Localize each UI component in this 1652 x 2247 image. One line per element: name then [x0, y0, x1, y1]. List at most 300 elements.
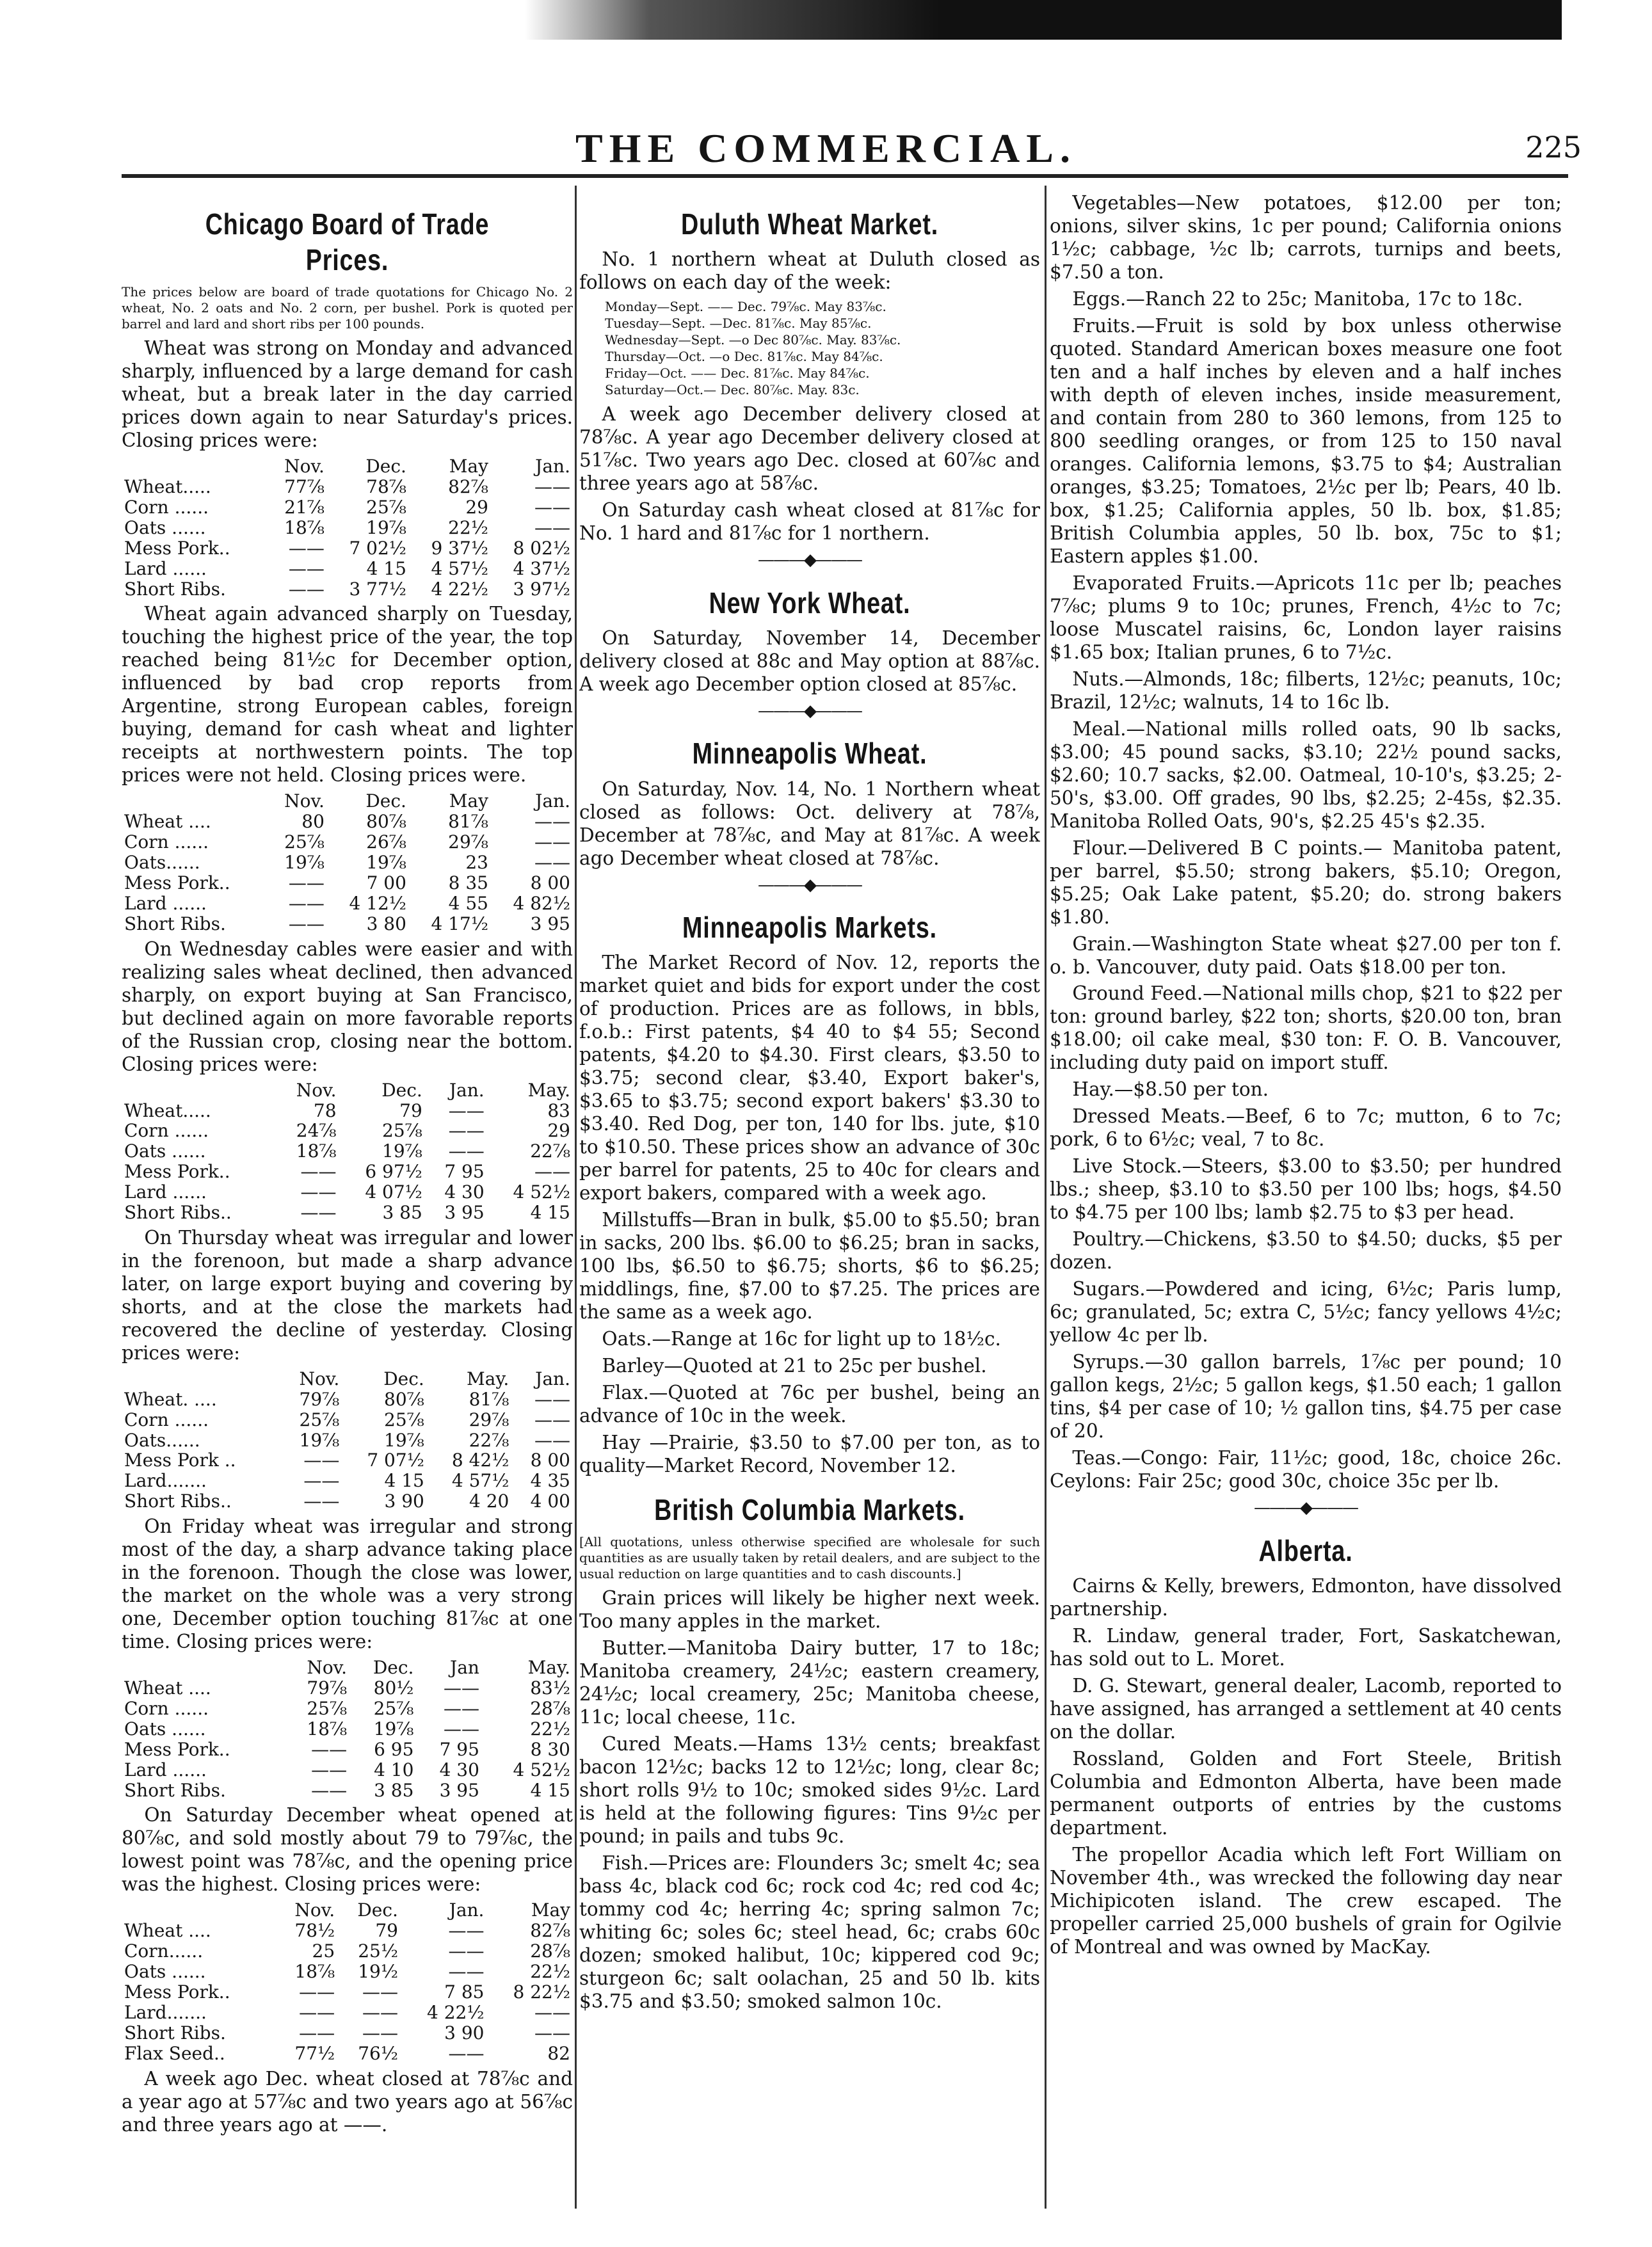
table-cell: —— — [534, 496, 570, 518]
table-cell: 25½ — [358, 1940, 398, 1962]
paragraph: The propellor Acadia which left Fort William on November 4th., was wrecked the following day near Michipicoten island. The crew escaped. The propeller carried 25,000 bushels of grain for Ogilvie of Montreal and was owned by MacKay. — [1050, 1843, 1562, 1958]
paragraph: Flour.—Delivered B C points.— Manitoba patent, per barrel, $5.50; strong bakers, $5.10; Oregon, $5.25; Oak Lake patent, $5.20; do. strong bakers $1.80. — [1050, 836, 1562, 928]
column-header: May. — [527, 1657, 570, 1679]
paragraph: Grain.—Washington State wheat $27.00 per ton f. o. b. Vancouver, duty paid. Oats $18.00 per ton. — [1050, 932, 1562, 978]
page-number: 225 — [1525, 130, 1582, 164]
table-cell: 19⅞ — [366, 852, 406, 874]
table-row — [122, 1389, 573, 1410]
table-cell: 80⅞ — [366, 811, 406, 833]
table-cell: 19½ — [358, 1961, 398, 1983]
column-header: Jan. — [535, 456, 570, 477]
masthead — [0, 125, 1652, 170]
paragraph: Millstuffs—Bran in bulk, $5.00 to $5.50; bran in sacks, 200 lbs. $6.00 to $6.25; bran in sacks, 100 lbs, $6.50 to $6.75; shorts, $6 to $6.25; middlings, fine, $7.00 to $7.25. The prices are the same as a week ago. — [579, 1209, 1040, 1323]
table-row — [122, 893, 573, 914]
column-header: Jan — [449, 1657, 479, 1679]
table-cell: 4 37½ — [513, 557, 570, 579]
table-cell: 18⅞ — [284, 516, 325, 538]
column-header: May. — [466, 1368, 509, 1389]
table-row — [122, 1699, 573, 1719]
table-cell: —— — [288, 578, 325, 600]
paragraph: No. 1 northern wheat at Duluth closed as follows on each day of the week: — [579, 248, 1040, 294]
table-cell: —— — [448, 1120, 485, 1142]
table-row — [122, 1121, 573, 1141]
table-cell: 22⅞ — [530, 1140, 570, 1162]
section-heading: Duluth Wheat Market. — [680, 207, 939, 241]
table-cell: 4 57½ — [431, 557, 488, 579]
column-divider — [1045, 186, 1047, 2209]
table-row — [122, 518, 573, 538]
table-cell: Mess Pork.. — [124, 1161, 230, 1183]
paragraph: Evaporated Fruits.—Apricots 11c per lb; peaches 7⅞c; plums 9 to 10c; prunes, French, 4½c to 7c; loose Muscatel raisins, 6c, London layer raisins $1.65 box; Italian prunes, 6 to 7½c. — [1050, 572, 1562, 663]
table-header-row — [122, 1658, 573, 1678]
table-cell: Wheat .... — [124, 1677, 211, 1699]
table-cell: Oats ...... — [124, 1140, 206, 1162]
table-cell: 82⅞ — [530, 1920, 570, 1942]
table-cell: 23 — [465, 852, 488, 874]
paragraph: The Market Record of Nov. 12, reports the market quiet and bids for export under the cost of production. Prices are as follows, in bbls, f.o.b.: First patents, $4 40 to $4 55; Second patents, $4.20 to $4.30. First clears, $3.50 to $3.75; second clear, $3.40, Export baker's, $3.65 to $3.75; second export bakers' $3.30 to $3.40. Red Dog, per ton, 140 for lbs. jute, $10 to $10.50. These prices show an advance of 30c per barrel for patents, 25 to 40c for clears and export bakers, compared with a week ago. — [579, 952, 1040, 1204]
table-cell: Short Ribs. — [124, 913, 226, 934]
section-heading: New York Wheat. — [709, 586, 911, 620]
column-header: Nov. — [299, 1368, 340, 1389]
paragraph: On Saturday December wheat opened at 80⅞c, and sold mostly about 79 to 79⅞c, the lowest point was 78⅞c, and the opening price was the highest. Closing prices were: — [122, 1804, 573, 1896]
column-divider — [575, 186, 577, 2209]
table-cell: 77⅞ — [284, 476, 325, 498]
table-cell: 3 95 — [439, 1779, 479, 1801]
table-cell: —— — [448, 1940, 485, 1962]
table-header-row — [122, 456, 573, 477]
paragraph: Live Stock.—Steers, $3.00 to $3.50; per hundred lbs.; sheep, $3.10 to $3.50 per 100 lbs; hogs, $4.50 to $4.75 per 100 lbs; lamb $2.75 to $3 per head. — [1050, 1155, 1562, 1224]
table-cell: 4 22½ — [426, 2001, 485, 2023]
table-cell: Oats ...... — [124, 1961, 206, 1983]
column-header: Dec. — [357, 1899, 398, 1921]
paragraph: Hay —Prairie, $3.50 to $7.00 per ton, as to quality—Market Record, November 12. — [579, 1432, 1040, 1477]
paragraph: Teas.—Congo: Fair, 11½c; good, 18c, choice 26c. Ceylons: Fair 25c; good 30c, choice 35c per lb. — [1050, 1447, 1562, 1492]
duluth-daily-list — [605, 298, 1040, 398]
table-cell: Wheat..... — [124, 476, 211, 498]
table-row — [122, 497, 573, 518]
table-cell: Wheat .... — [124, 811, 211, 833]
table-cell: 29⅞ — [469, 1409, 509, 1430]
table-row — [122, 1760, 573, 1780]
column-2 — [579, 192, 1040, 2228]
paragraph: Nuts.—Almonds, 18c; filberts, 12½c; peanuts, 10c; Brazil, 12½c; walnuts, 14 to 16c lb. — [1050, 668, 1562, 713]
table-row — [122, 1203, 573, 1223]
header-rule — [122, 174, 1568, 178]
table-cell: 9 37½ — [431, 537, 488, 559]
table-cell: 19⅞ — [366, 516, 406, 538]
table-cell: —— — [448, 2042, 485, 2064]
table-row — [122, 1101, 573, 1121]
table-cell: 18⅞ — [294, 1961, 335, 1983]
table-row — [122, 1450, 573, 1471]
price-table — [122, 1369, 573, 1512]
table-cell: 3 80 — [366, 913, 406, 934]
section-heading: Alberta. — [1258, 1533, 1353, 1567]
price-table — [122, 456, 573, 599]
table-row — [122, 1471, 573, 1491]
table-cell: Wheat..... — [124, 1100, 211, 1121]
table-row — [122, 1678, 573, 1699]
table-cell: 78 — [313, 1100, 337, 1121]
table-cell: —— — [534, 1429, 570, 1451]
section-heading: Minneapolis Markets. — [682, 911, 937, 945]
table-cell: 4 12½ — [349, 892, 406, 914]
table-cell: Mess Pork.. — [124, 537, 230, 559]
column-header: Jan. — [449, 1079, 485, 1101]
table-cell: 78⅞ — [366, 476, 406, 498]
table-cell: Wheat. .... — [124, 1388, 217, 1410]
table-cell: 7 02½ — [349, 537, 406, 559]
table-cell: —— — [534, 476, 570, 498]
paragraph: Meal.—National mills rolled oats, 90 lb sacks, $3.00; 45 pound sacks, $3.10; 22½ pound sacks, $2.60; 10.7 sacks, $2.00. Oatmeal, 10-10's, $3.25; 2-50's, $3.00. Off grades, 90 lbs, $2.25; 2-45s, $2.35. Manitoba Rolled Oats, 90's, $2.25 45's $2.35. — [1050, 717, 1562, 832]
list-item: Tuesday—Sept. —Dec. 81⅞c. May 85⅞c. — [605, 316, 872, 332]
paragraph: R. Lindaw, general trader, Fort, Saskatchewan, has sold out to L. Moret. — [1050, 1624, 1562, 1670]
table-row — [122, 1962, 573, 1982]
table-cell: 3 85 — [382, 1202, 422, 1224]
table-cell: 7 00 — [366, 872, 406, 893]
paragraph: On Friday wheat was irregular and strong most of the day, a sharp advance taking place in the forenoon. Though the close was lower, the market on the whole was a very strong one, December option touching 81⅞c at one time. Closing prices were: — [122, 1515, 573, 1653]
table-cell: 8 02½ — [513, 537, 570, 559]
table-cell: 81⅞ — [469, 1388, 509, 1410]
column-header: Jan. — [535, 790, 570, 812]
paragraph: Eggs.—Ranch 22 to 25c; Manitoba, 17c to 18c. — [1072, 287, 1523, 310]
table-cell: Corn ...... — [124, 1409, 209, 1430]
table-cell: 29 — [465, 496, 488, 518]
table-cell: —— — [303, 1470, 340, 1492]
section-note: The prices below are board of trade quotations for Chicago No. 2 wheat, No. 2 oats and No. 2 corn, per bushel. Pork is quoted per barrel and lard and short ribs per 100 pounds. — [122, 284, 573, 332]
column-header: May — [531, 1899, 570, 1921]
table-cell: 3 77½ — [349, 578, 406, 600]
price-table — [122, 1080, 573, 1223]
table-cell: Corn ...... — [124, 831, 209, 853]
table-cell: Short Ribs. — [124, 578, 226, 600]
column-header — [122, 1369, 280, 1389]
table-cell: 4 15 — [384, 1470, 424, 1492]
table-cell: 25⅞ — [307, 1697, 348, 1719]
column-header: Dec. — [365, 790, 406, 812]
table-cell: 18⅞ — [307, 1718, 348, 1739]
table-cell: —— — [311, 1738, 348, 1760]
column-header: Nov. — [284, 790, 325, 812]
paragraph: Cured Meats.—Hams 13½ cents; breakfast bacon 12½c; backs 12 to 12½c; long, clear 8c; short rolls 9½ to 10c; smoked sides 9½c. Lard is held at the following figures: Tins 9½c per pound; in pails and tubs 9c. — [579, 1733, 1040, 1847]
table-cell: 6 95 — [374, 1738, 414, 1760]
paragraph: Butter.—Manitoba Dairy butter, 17 to 18c; Manitoba creamery, 24½c; eastern creamery, 24½c; local creamery, 25c; Manitoba cheese, 11c; local cheese, 11c. — [579, 1637, 1040, 1729]
price-table — [122, 1658, 573, 1800]
price-table — [122, 1900, 573, 2063]
table-row — [122, 559, 573, 579]
table-row — [122, 914, 573, 934]
table-cell: 8 35 — [448, 872, 488, 893]
table-cell: Lard ...... — [124, 1181, 207, 1203]
table-row — [122, 2003, 573, 2023]
table-cell: —— — [534, 811, 570, 833]
table-cell: Corn ...... — [124, 1120, 209, 1142]
table-header-row — [122, 1369, 573, 1389]
table-cell: —— — [448, 1140, 485, 1162]
table-cell: Oats ...... — [124, 1718, 206, 1739]
table-row — [122, 1430, 573, 1451]
table-row — [122, 1410, 573, 1430]
table-cell: 83 — [547, 1100, 570, 1121]
table-cell: —— — [362, 2022, 398, 2043]
table-cell: 19⅞ — [373, 1718, 414, 1739]
paragraph: Barley—Quoted at 21 to 25c per bushel. — [602, 1355, 987, 1377]
table-cell: 21⅞ — [284, 496, 325, 518]
table-cell: —— — [288, 872, 325, 893]
table-cell: Wheat .... — [124, 1920, 211, 1942]
paragraph: Wheat again advanced sharply on Tuesday, touching the highest price of the year, the top reached being 81½c for December option, influenced by bad crop reports from Argentine, strong European cables, foreign buying, demand for cash wheat and lighter receipts at northwestern points. The top prices were not held. Closing prices were. — [122, 603, 573, 787]
column-header — [122, 1080, 277, 1101]
table-cell: Lard....... — [124, 1470, 207, 1492]
paragraph: On Saturday, November 14, December delivery closed at 88c and May option at 88⅞c. A week ago December option closed at 85⅞c. — [579, 627, 1040, 695]
paragraph: A week ago Dec. wheat closed at 78⅞c and a year ago at 57⅞c and two years ago at 56⅞c and three years ago at ——. — [122, 2067, 573, 2136]
list-item: Monday—Sept. —— Dec. 79⅞c. May 83⅞c. — [605, 299, 886, 315]
table-cell: Mess Pork.. — [124, 872, 230, 893]
table-cell: 8 42½ — [451, 1450, 509, 1471]
table-row — [122, 579, 573, 600]
table-cell: Lard ...... — [124, 1759, 207, 1780]
table-cell: Oats...... — [124, 1429, 200, 1451]
table-cell: 4 15 — [366, 557, 406, 579]
table-cell: 22½ — [530, 1718, 570, 1739]
table-cell: 4 82½ — [513, 892, 570, 914]
table-header-row — [122, 1080, 573, 1101]
table-cell: —— — [288, 557, 325, 579]
section-note: [All quotations, unless otherwise specified are wholesale for such quantities as are usually taken by retail dealers, and are subject to the usual reduction on large quantities and to cash discounts.] — [579, 1534, 1040, 1582]
paragraph: Syrups.—30 gallon barrels, 1⅞c per pound; 10 gallon kegs, 2½c; 5 gallon kegs, $1.50 each; 1 gallon tins, $4 per case of 10; ½ gallon tins, $4.75 per case of 20. — [1050, 1351, 1562, 1443]
table-cell: 4 00 — [530, 1491, 570, 1512]
table-cell: —— — [288, 913, 325, 934]
table-cell: 24⅞ — [296, 1120, 337, 1142]
column-header — [122, 1900, 275, 1921]
list-item: Friday—Oct. —— Dec. 81⅞c. May 84⅞c. — [605, 365, 870, 381]
table-cell: 4 35 — [530, 1470, 570, 1492]
paragraph: Fruits.—Fruit is sold by box unless otherwise quoted. Standard American boxes measure one foot ten and a half inches by eleven and a half inches with depth of eleven inches, inside measurement, and contain from 280 to 360 lemons, from 125 to 800 seedling oranges, or from 125 to 150 naval oranges. California lemons, $3.75 to $4; Australian oranges, $3.25; Tomatoes, 2½c per lb; Pears, 40 lb. box, $1.25; California apples, 50 lb. box, $1.85; British Columbia apples, 50 lb. box, 75c to $1; Eastern apples $1.00. — [1050, 314, 1562, 567]
table-cell: Corn...... — [124, 1940, 204, 1962]
table-cell: 4 17½ — [431, 913, 488, 934]
table-cell: 4 15 — [530, 1202, 570, 1224]
table-cell: —— — [288, 537, 325, 559]
section-heading: British Columbia Markets. — [654, 1493, 965, 1527]
table-cell: 79 — [399, 1100, 422, 1121]
table-cell: Short Ribs. — [124, 1779, 226, 1801]
column-header: Dec. — [373, 1657, 414, 1679]
paragraph: Hay.—$8.50 per ton. — [1072, 1078, 1269, 1101]
table-cell: —— — [362, 1981, 398, 2003]
table-cell: —— — [443, 1718, 479, 1739]
table-cell: 4 52½ — [513, 1181, 570, 1203]
paragraph: Wheat was strong on Monday and advanced sharply, influenced by a large demand for cash wheat, but a break later in the day carried prices down again to near Saturday's prices. Closing prices were: — [122, 337, 573, 452]
table-cell: 28⅞ — [530, 1940, 570, 1962]
table-cell: —— — [448, 1920, 485, 1942]
table-row — [122, 538, 573, 559]
table-cell: 4 20 — [469, 1491, 509, 1512]
table-cell: —— — [362, 2001, 398, 2023]
table-cell: 19⅞ — [382, 1140, 422, 1162]
table-cell: 28⅞ — [530, 1697, 570, 1719]
paragraph: Ground Feed.—National mills chop, $21 to $22 per ton: ground barley, $22 ton; shorts, $20.00 ton, bran $18.00; oil cake meal, $30 ton: F. O. B. Vancouver, including duty paid on import stuff. — [1050, 982, 1562, 1074]
table-row — [122, 1182, 573, 1203]
top-scan-edge — [525, 0, 1562, 40]
table-cell: 22½ — [448, 516, 488, 538]
table-row — [122, 873, 573, 893]
table-cell: 3 95 — [530, 913, 570, 934]
table-cell: 7 95 — [439, 1738, 479, 1760]
table-cell: 82 — [547, 2042, 570, 2064]
table-cell: 80⅞ — [384, 1388, 424, 1410]
paragraph: Sugars.—Powdered and icing, 6½c; Paris lump, 6c; granulated, 5c; extra C, 5½c; fancy yellows 4½c; yellow 4c per lb. — [1050, 1278, 1562, 1347]
price-table — [122, 791, 573, 934]
table-cell: 4 07½ — [365, 1181, 422, 1203]
paragraph: Grain prices will likely be higher next week. Too many apples in the market. — [579, 1587, 1040, 1633]
table-cell: —— — [534, 2001, 570, 2023]
table-cell: —— — [443, 1697, 479, 1719]
section-heading: Minneapolis Wheat. — [692, 737, 927, 771]
column-header: Jan. — [535, 1368, 570, 1389]
table-cell: Lard....... — [124, 2001, 207, 2023]
table-cell: 18⅞ — [296, 1140, 337, 1162]
table-cell: —— — [311, 1779, 348, 1801]
table-cell: Corn ...... — [124, 496, 209, 518]
table-cell: —— — [534, 2022, 570, 2043]
table-cell: 25⅞ — [299, 1409, 340, 1430]
paragraph: On Thursday wheat was irregular and lower in the forenoon, but made a sharp advance later, on large export buying and covering by shorts, and at the close the markets had recovered the decline of yesterday. Closing prices were: — [122, 1226, 573, 1364]
table-cell: 3 90 — [384, 1491, 424, 1512]
table-cell: 26⅞ — [366, 831, 406, 853]
table-cell: 79 — [375, 1920, 398, 1942]
divider-ornament: ———◆——— — [758, 550, 862, 570]
table-header-row — [122, 1900, 573, 1921]
table-cell: 25 — [312, 1940, 335, 1962]
table-cell: 19⅞ — [284, 852, 325, 874]
divider-ornament: ———◆——— — [758, 701, 862, 721]
column-header: Dec. — [383, 1368, 424, 1389]
table-cell: —— — [299, 2001, 335, 2023]
column-header: Jan. — [449, 1899, 485, 1921]
column-header: Nov. — [296, 1079, 337, 1101]
table-row — [122, 1141, 573, 1162]
table-cell: 4 10 — [374, 1759, 414, 1780]
table-header-row — [122, 791, 573, 812]
table-cell: 79⅞ — [299, 1388, 340, 1410]
table-row — [122, 1921, 573, 1941]
column-header — [122, 456, 268, 477]
table-cell: 25⅞ — [382, 1120, 422, 1142]
table-cell: Lard ...... — [124, 557, 207, 579]
paragraph: Oats.—Range at 16c for light up to 18½c. — [602, 1328, 1001, 1350]
column-header — [122, 1658, 284, 1678]
table-cell: Mess Pork.. — [124, 1738, 230, 1760]
table-cell: 25⅞ — [384, 1409, 424, 1430]
table-cell: 7 85 — [444, 1981, 485, 2003]
paragraph: A week ago December delivery closed at 78⅞c. A year ago December delivery closed at 51⅞c. Two years ago Dec. closed at 60⅞c and three years ago at 58⅞c. — [579, 403, 1040, 495]
table-cell: —— — [299, 2022, 335, 2043]
table-cell: Short Ribs.. — [124, 1491, 232, 1512]
table-cell: 4 52½ — [513, 1759, 570, 1780]
table-cell: Short Ribs.. — [124, 1202, 232, 1224]
table-cell: 3 90 — [444, 2022, 485, 2043]
table-cell: 77½ — [294, 2042, 335, 2064]
table-cell: —— — [448, 1961, 485, 1983]
paragraph: On Wednesday cables were easier and with realizing sales wheat declined, then advanced sharply, on export buying at San Francisco, but declined again on more favorable reports of the Russian crop, closing near the bottom. Closing prices were: — [122, 938, 573, 1075]
paragraph: Cairns & Kelly, brewers, Edmonton, have dissolved partnership. — [1050, 1574, 1562, 1620]
table-cell: 8 00 — [530, 872, 570, 893]
table-cell: 81⅞ — [448, 811, 488, 833]
table-cell: 83½ — [530, 1677, 570, 1699]
column-header — [122, 791, 268, 812]
column-header: Nov. — [307, 1657, 348, 1679]
table-cell: —— — [534, 1388, 570, 1410]
table-cell: —— — [534, 1409, 570, 1430]
table-cell: Flax Seed.. — [124, 2042, 225, 2064]
table-cell: 8 22½ — [513, 1981, 570, 2003]
paragraph: On Saturday, Nov. 14, No. 1 Northern wheat closed as follows: Oct. delivery at 78⅞, December at 78⅞c, and May at 81⅞c. A week ago December wheat closed at 78⅞c. — [579, 778, 1040, 869]
table-cell: 25⅞ — [373, 1697, 414, 1719]
section-heading: Chicago Board of Trade Prices. — [205, 207, 490, 277]
table-cell: 4 30 — [444, 1181, 485, 1203]
table-cell: —— — [534, 1161, 570, 1183]
paragraph: Poultry.—Chickens, $3.50 to $4.50; ducks, $5 per dozen. — [1050, 1228, 1562, 1274]
table-cell: 4 55 — [448, 892, 488, 914]
table-cell: Mess Pork .. — [124, 1450, 236, 1471]
table-cell: 82⅞ — [448, 476, 488, 498]
table-cell: 80½ — [373, 1677, 414, 1699]
table-cell: Mess Pork.. — [124, 1981, 230, 2003]
table-cell: 79⅞ — [307, 1677, 348, 1699]
column-header: Nov. — [284, 456, 325, 477]
table-cell: 19⅞ — [299, 1429, 340, 1451]
table-row — [122, 1982, 573, 2003]
paragraph: D. G. Stewart, general dealer, Lacomb, reported to have assigned, has arranged a settlement at 40 cents on the dollar. — [1050, 1674, 1562, 1743]
table-row — [122, 1719, 573, 1739]
table-cell: 6 97½ — [365, 1161, 422, 1183]
table-cell: —— — [299, 1981, 335, 2003]
table-row — [122, 832, 573, 852]
table-cell: 19⅞ — [384, 1429, 424, 1451]
table-cell: 3 97½ — [513, 578, 570, 600]
table-cell: 3 95 — [444, 1202, 485, 1224]
list-item: Saturday—Oct.— Dec. 80⅞c. May. 83c. — [605, 382, 860, 398]
table-cell: 4 57½ — [451, 1470, 509, 1492]
table-cell: 7 95 — [444, 1161, 485, 1183]
paragraph: Rossland, Golden and Fort Steele, British Columbia and Edmonton Alberta, have been made permanent outports of entries by the customs department. — [1050, 1747, 1562, 1839]
table-cell: Short Ribs. — [124, 2022, 226, 2043]
table-cell: —— — [534, 831, 570, 853]
table-row — [122, 1162, 573, 1182]
table-cell: 7 07½ — [367, 1450, 424, 1471]
paragraph: On Saturday cash wheat closed at 81⅞c for No. 1 hard and 81⅞c for 1 northern. — [579, 499, 1040, 544]
table-cell: 3 85 — [374, 1779, 414, 1801]
table-row — [122, 2023, 573, 2043]
table-cell: —— — [311, 1759, 348, 1780]
table-cell: —— — [534, 852, 570, 874]
table-cell: —— — [303, 1491, 340, 1512]
table-row — [122, 2043, 573, 2064]
paragraph: Vegetables—New potatoes, $12.00 per ton; onions, silver skins, 1c per pound; California onions 1½c; cabbage, ½c lb; carrots, turnips and beets, $7.50 a ton. — [1050, 192, 1562, 283]
table-cell: 80 — [301, 811, 325, 833]
table-cell: 22⅞ — [469, 1429, 509, 1451]
table-cell: 22½ — [530, 1961, 570, 1983]
table-cell: 76½ — [358, 2042, 398, 2064]
divider-ornament: ———◆——— — [1254, 1498, 1358, 1518]
table-cell: —— — [534, 516, 570, 538]
table-cell: 29 — [547, 1120, 570, 1142]
table-row — [122, 1780, 573, 1801]
table-cell: —— — [300, 1202, 337, 1224]
table-cell: —— — [448, 1100, 485, 1121]
table-cell: Oats...... — [124, 852, 200, 874]
table-cell: 8 00 — [530, 1450, 570, 1471]
